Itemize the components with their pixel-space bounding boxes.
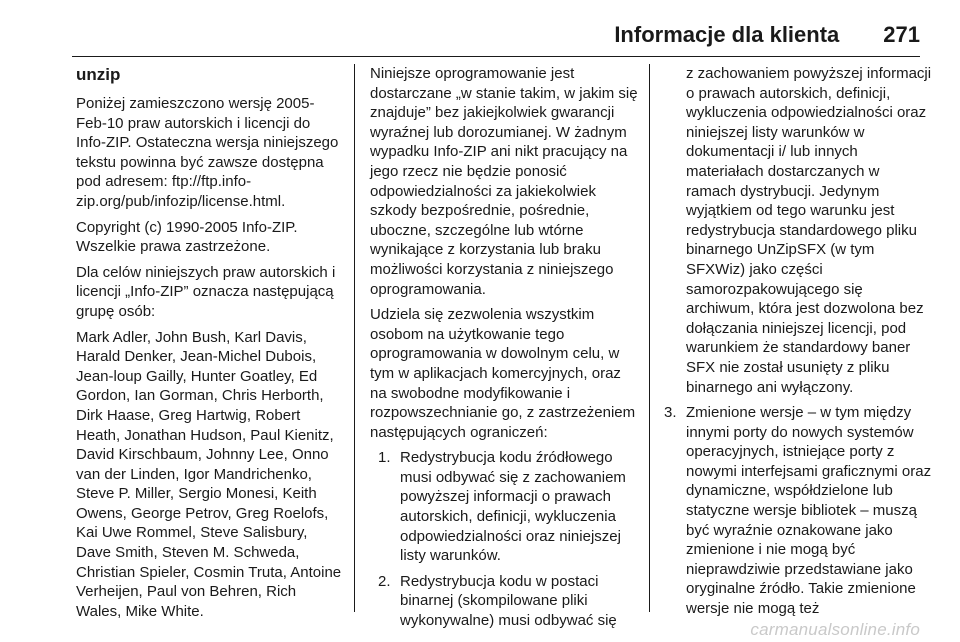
page-header bbox=[614, 22, 920, 58]
paragraph-copyright: Copyright (c) 1990-2005 Info-ZIP. Wszelkie prawa zastrzeżone. bbox=[76, 218, 298, 256]
list-text: Redystrybucja kodu źródłowego musi odbywać się z zachowaniem powyższej informacji o prawach autorskich, definicji, wykluczenia odpowiedzialności oraz niniejszej listy warunków. bbox=[400, 449, 626, 565]
column-3 bbox=[664, 64, 932, 625]
column-divider-2 bbox=[649, 64, 650, 612]
header-rule bbox=[72, 56, 920, 57]
list-item bbox=[664, 403, 932, 619]
header-title: Informacje dla klienta bbox=[614, 22, 840, 47]
column-2 bbox=[370, 64, 638, 637]
list-text: z zachowaniem powyższej informacji o prawach autorskich, definicji, wykluczenia odpowiedzialności oraz niniejszej listy warunków w dokumentacji i/ lub innych materiałach dostarczanych w ramach dystrybucji. Jedynym wyjątkiem od tego warunku jest redystrybucja standardowego pliku binarnego UnZipSFX (w tym SFXWiz) jako części samorozpakowującego się archiwum, która jest dozwolona bez dołączania niniejszej licencji, pod warunkiem że standardowy baner SFX nie został usunięty z pliku binarnego ani wyłączony. bbox=[686, 65, 932, 396]
list-item bbox=[378, 572, 638, 631]
list-item bbox=[378, 448, 638, 566]
list-number: 2. bbox=[378, 572, 391, 590]
list-text: Redystrybucja kodu w postaci binarnej (skompilowane pliki wykonywalne) musi odbywać się bbox=[400, 572, 617, 630]
section-heading: unzip bbox=[76, 65, 121, 84]
list-number: 3. bbox=[664, 404, 677, 422]
paragraph-definition: Dla celów niniejszych praw autorskich i licencji „Info-ZIP” oznacza następującą grupę osób: bbox=[76, 263, 336, 320]
column-1 bbox=[76, 64, 344, 627]
watermark: carmanualsonline.info bbox=[750, 620, 920, 639]
paragraph-version: Poniżej zamieszczono wersję 2005-Feb-10 praw autorskich i licencji do Info-ZIP. Ostateczna wersja niniejszego tekstu powinna być zawsze dostępna pod adresem: ftp://ftp.info-zip.org/pub/infozip/license.html. bbox=[76, 95, 339, 210]
paragraph-permission: Udziela się zezwolenia wszystkim osobom na użytkowanie tego oprogramowania w dowolnym celu, w tym w aplikacjach komercyjnych, oraz na swobodne modyfikowanie i rozpowszechnianie go, z zastrzeżeniem następujących ograniczeń: bbox=[370, 306, 636, 441]
list-text: Zmienione wersje – w tym między innymi porty do nowych systemów operacyjnych, istniejące porty z nowymi interfejsami graficznymi oraz dynamiczne, współdzielone lub statyczne wersje bibliotek – muszą być wyraźnie oznakowane jako zmienione i nie mogą być nieprawdziwie przedstawiane jako oryginalne źródło. Takie zmienione wersje nie mogą też bbox=[686, 404, 932, 618]
page-number: 271 bbox=[883, 22, 920, 47]
column-divider-1 bbox=[354, 64, 355, 612]
conditions-list bbox=[378, 448, 638, 630]
list-item-continuation bbox=[664, 64, 932, 397]
list-number: 1. bbox=[378, 449, 391, 467]
paragraph-authors: Mark Adler, John Bush, Karl Davis, Harald Denker, Jean-Michel Dubois, Jean-loup Gailly, Hunter Goatley, Ed Gordon, Ian Gorman, Chris Herborth, Dirk Haase, Greg Hartwig, Robert Heath, Jonathan Hudson, Paul Kienitz, David Kirschbaum, Johnny Lee, Onno van der Linden, Igor Mandrichenko, Steve P. Miller, Sergio Monesi, Keith Owens, George Petrov, Greg Roelofs, Kai Uwe Rommel, Steve Salisbury, Dave Smith, Steven M. Schweda, Christian Spieler, Cosmin Truta, Antoine Verheijen, Paul von Behren, Rich Wales, Mike White. bbox=[76, 328, 342, 620]
paragraph-disclaimer: Niniejsze oprogramowanie jest dostarczane „w stanie takim, w jakim się znajduje” bez jakiejkolwiek gwarancji wyraźnej lub dorozumianej. W żadnym wypadku Info-ZIP ani nikt pracujący na jego rzecz nie będzie ponosić odpowiedzialności za jakiekolwiek szkody bezpośrednie, pośrednie, uboczne, szczególne lub wtórne wynikające z korzystania lub braku możliwości korzystania z niniejszego oprogramowania. bbox=[370, 65, 638, 298]
